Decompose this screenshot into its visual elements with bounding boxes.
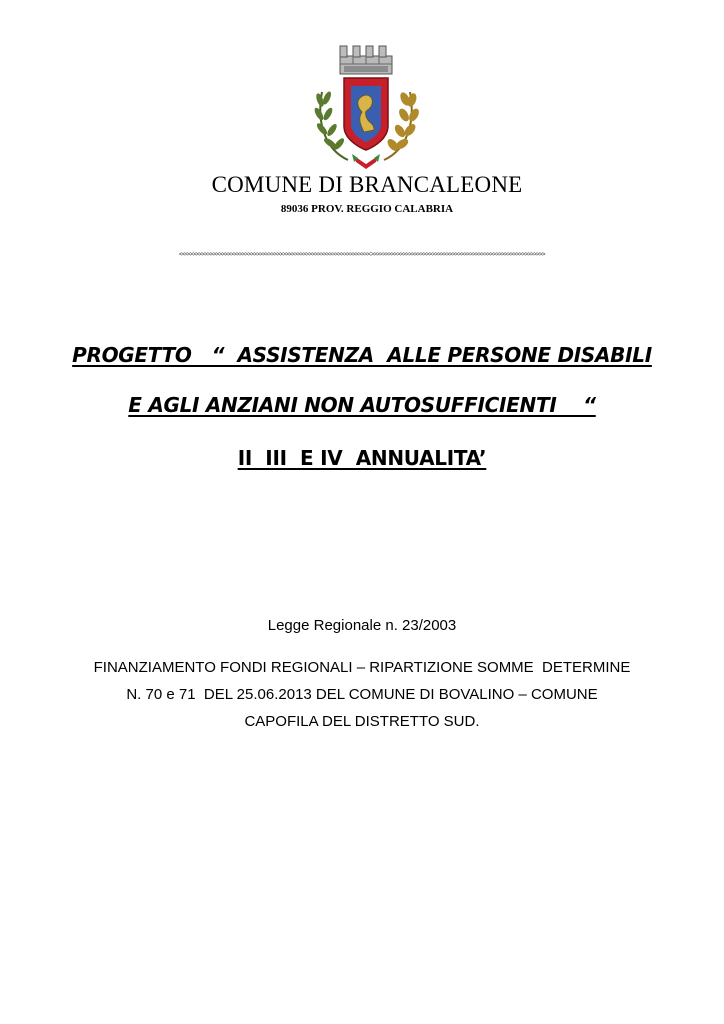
financing-line-3: CAPOFILA DEL DISTRETTO SUD. — [244, 713, 480, 730]
comune-name: COMUNE DI BRANCALEONE — [211, 172, 523, 197]
decorative-separator: <<<<<<<<<<<<<<<<<<<<<<<<<<<<<<<<<<<<<<<<<<<<<<<<<<<<<<<<<<<<<<<<<<>>>>>>>>>>>>>>>>>>>>>>>>>>>>>>>>>>>>>>>>>>>>>>>>>>>>>>>>>>>> — [179, 252, 545, 258]
financing-line-1: FINANZIAMENTO FONDI REGIONALI – RIPARTIZIONE SOMME DETERMINE — [93, 659, 631, 676]
project-title-line-2: E AGLI ANZIANI NON AUTOSUFFICIENTI “ — [128, 393, 596, 417]
oak-branch-icon — [384, 91, 421, 160]
laurel-branch-icon — [313, 90, 348, 160]
crown-icon — [340, 46, 392, 74]
financing-paragraph — [60, 654, 664, 735]
financing-line-2: N. 70 e 71 DEL 25.06.2013 DEL COMUNE DI BOVALINO – COMUNE — [126, 686, 598, 703]
law-reference: Legge Regionale n. 23/2003 — [267, 617, 457, 634]
project-title-line-1: PROGETTO “ ASSISTENZA ALLE PERSONE DISABILI — [72, 343, 652, 367]
ribbon-icon — [352, 154, 380, 169]
comune-address: 89036 PROV. REGGIO CALABRIA — [280, 203, 454, 215]
coat-of-arms-icon — [308, 42, 424, 172]
shield-icon — [344, 78, 388, 150]
project-title-line-3: II III E IV ANNUALITA’ — [237, 446, 487, 470]
